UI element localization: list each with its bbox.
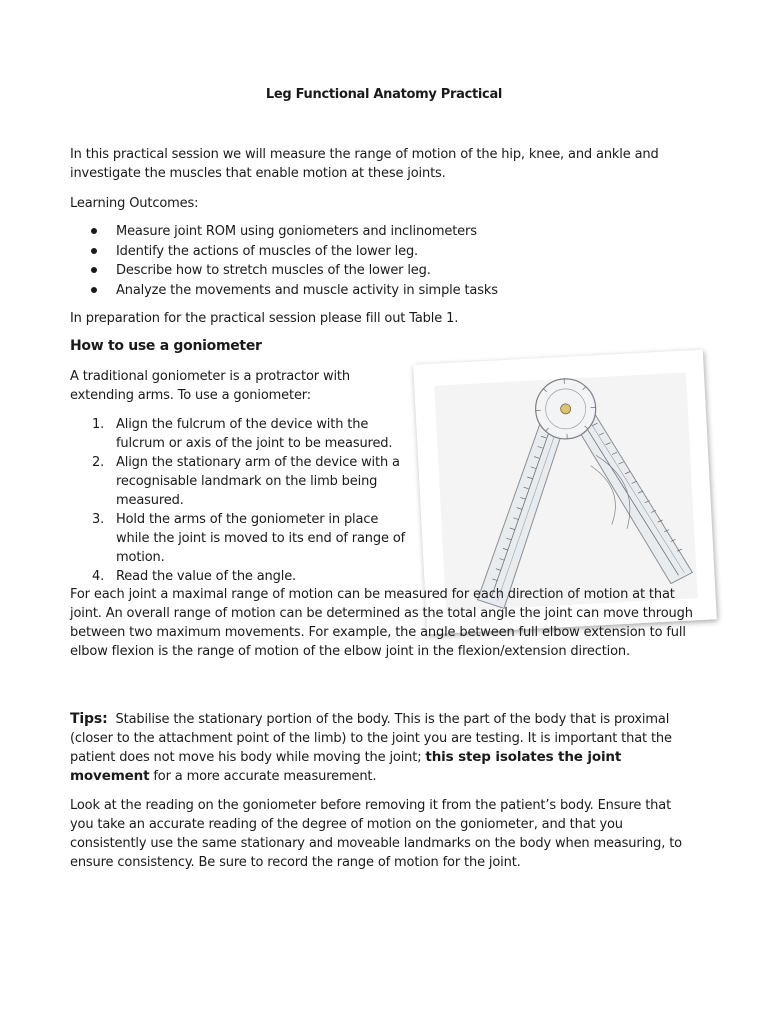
step-number: 2. (92, 455, 105, 470)
list-item (70, 510, 410, 567)
step-number: 3. (92, 512, 105, 527)
goniometer-intro-paragraph: A traditional goniometer is a protractor with extending arms. To use a goniometer: (70, 369, 350, 403)
tips-text: Stabilise the stationary portion of the body. This is the part of the body that is proximal (closer to the attachment point of the limb) to the joint you are testing. It is important that the patient does not move his body while moving the joint; (70, 712, 672, 765)
list-item (70, 567, 410, 586)
preparation-paragraph: In preparation for the practical session please fill out Table 1. (70, 311, 459, 326)
list-item: Analyze the movements and muscle activity in simple tasks (70, 281, 498, 301)
tips-paragraph (70, 710, 696, 786)
learning-outcomes-heading: Learning Outcomes: (70, 196, 199, 211)
list-item: Identify the actions of muscles of the lower leg. (70, 242, 498, 262)
step-text: Hold the arms of the goniometer in place while the joint is moved to its end of range of motion. (116, 512, 406, 565)
list-item: Measure joint ROM using goniometers and inclinometers (70, 222, 498, 242)
step-text: Align the stationary arm of the device with a recognisable landmark on the limb being measured. (116, 455, 400, 508)
list-item: Describe how to stretch muscles of the lower leg. (70, 261, 498, 281)
step-text: Read the value of the angle. (116, 569, 297, 584)
range-of-motion-paragraph: For each joint a maximal range of motion can be measured for each direction of motion at that joint. An overall range of motion can be determined as the total angle the joint can move through between two maximum movements. For example, the angle between full elbow extension to full elbow flexion is the range of motion of the elbow joint in the flexion/extension direction. (70, 587, 693, 659)
learning-outcomes-list (70, 222, 498, 300)
goniometer-steps-list (70, 415, 410, 586)
tips-text-end: for a more accurate measurement. (149, 769, 377, 784)
list-item (70, 453, 410, 510)
goniometer-heading: How to use a goniometer (70, 338, 262, 354)
tips-label: Tips: (70, 711, 108, 727)
intro-paragraph: In this practical session we will measure the range of motion of the hip, knee, and ankle and investigate the muscles that enable motion at these joints. (70, 147, 659, 181)
step-text: Align the fulcrum of the device with the fulcrum or axis of the joint to be measured. (116, 417, 393, 451)
list-item (70, 415, 410, 453)
reading-paragraph: Look at the reading on the goniometer before removing it from the patient’s body. Ensure that you take an accurate reading of the degree of motion on the goniometer, and that you consistently use the same stationary and moveable landmarks on the body when measuring, to ensure consistency. Be sure to record the range of motion for the joint. (70, 798, 682, 870)
step-number: 1. (92, 417, 105, 432)
step-number: 4. (92, 569, 105, 584)
tips-emphasis: this step isolates the joint movement (70, 749, 622, 784)
page-title: Leg Functional Anatomy Practical (265, 87, 503, 102)
